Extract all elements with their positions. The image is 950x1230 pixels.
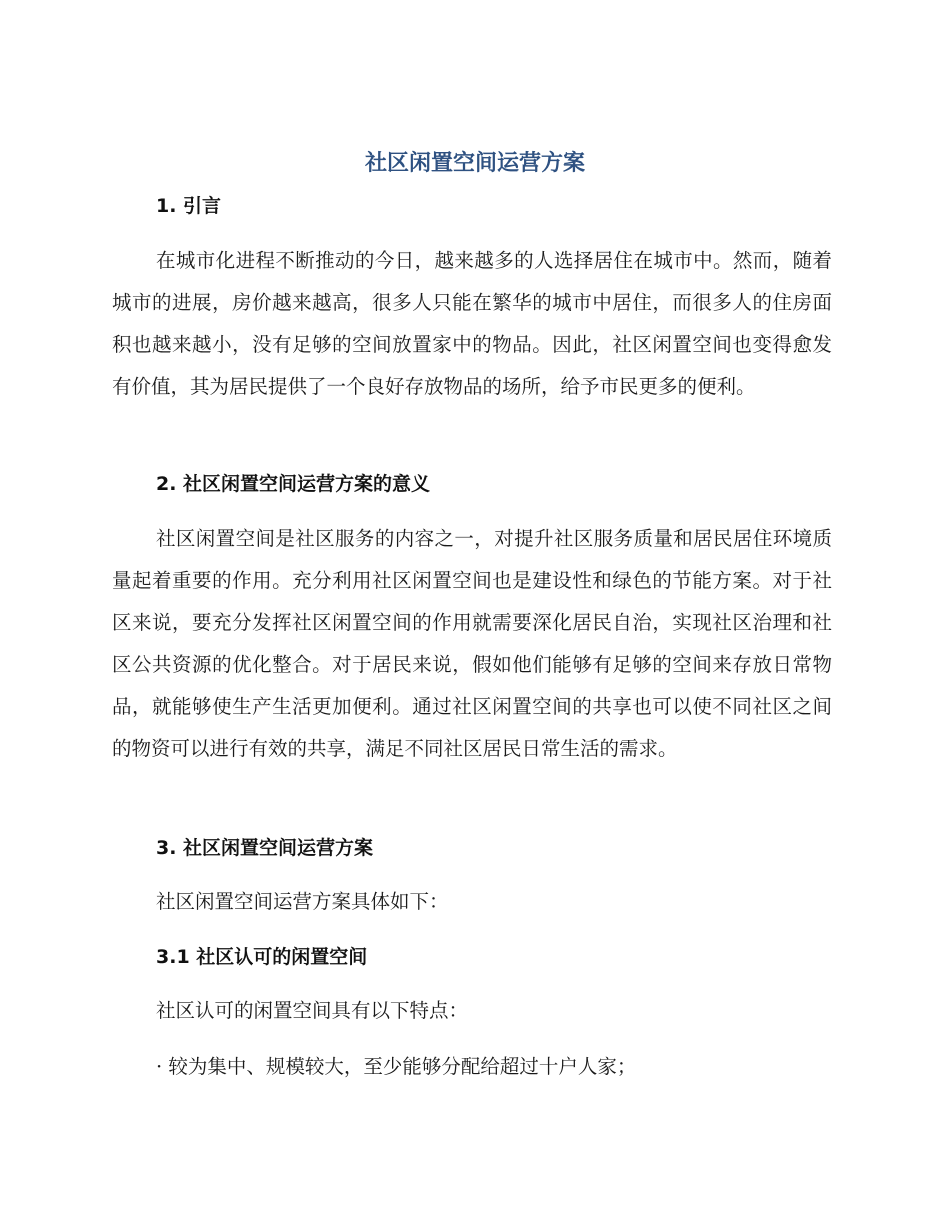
section-heading-recognized: 3.1 社区认可的闲置空间 bbox=[156, 946, 368, 968]
section-heading-intro: 1. 引言 bbox=[156, 195, 222, 217]
document-title: 社区闲置空间运营方案 bbox=[364, 151, 585, 176]
paragraph-intro: 在城市化进程不断推动的今日，越来越多的人选择居住在城市中。然而，随着城市的进展，房价越来越高，很多人只能在繁华的城市中居住，而很多人的住房面积也越来越小，没有足够的空间放置家中的物品。因此，社区闲置空间也变得愈发有价值，其为居民提供了一个良好存放物品的场所，给予市民更多的便利。 bbox=[112, 249, 832, 398]
paragraph-meaning: 社区闲置空间是社区服务的内容之一，对提升社区服务质量和居民居住环境质量起着重要的作用。充分利用社区闲置空间也是建设性和绿色的节能方案。对于社区来说，要充分发挥社区闲置空间的作用就需要深化居民自治，实现社区治理和社区公共资源的优化整合。对于居民来说，假如他们能够有足够的空间来存放日常物品，就能够使生产生活更加便利。通过社区闲置空间的共享也可以使不同社区之间的物资可以进行有效的共享，满足不同社区居民日常生活的需求。 bbox=[112, 527, 832, 760]
list-item: · 较为集中、规模较大，至少能够分配给超过十户人家； bbox=[156, 1055, 637, 1078]
section-heading-plan: 3. 社区闲置空间运营方案 bbox=[156, 837, 374, 859]
paragraph-recognized: 社区认可的闲置空间具有以下特点： bbox=[156, 999, 469, 1022]
paragraph-plan: 社区闲置空间运营方案具体如下： bbox=[156, 890, 449, 913]
section-heading-meaning: 2. 社区闲置空间运营方案的意义 bbox=[156, 473, 431, 495]
